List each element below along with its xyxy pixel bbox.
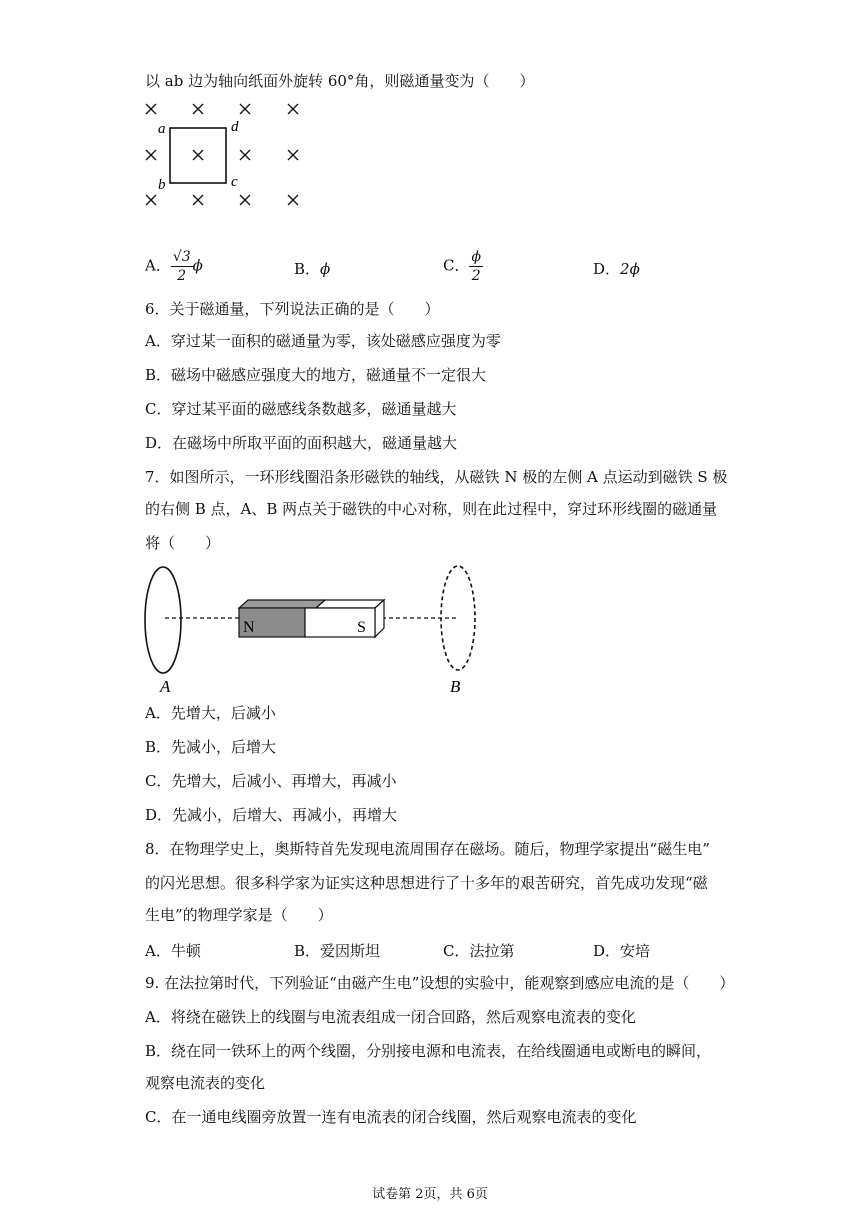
q5-stem: 以 ab 边为轴向纸面外旋转 60°角，则磁通量变为（ ） (145, 72, 535, 90)
field-cross (288, 150, 298, 160)
q5-option-c (443, 248, 483, 285)
label-a: a (158, 121, 166, 137)
option-text: ϕ (320, 260, 331, 278)
q8-option-a: A．牛顿 (145, 942, 201, 960)
fraction-sqrt3-over-2 (171, 248, 193, 285)
q8-stem-line-3: 生电”的物理学家是（ ） (145, 906, 333, 924)
label-c: c (231, 174, 238, 190)
q8-stem-line-1: 8．在物理学史上，奥斯特首先发现电流周围存在磁场。随后，物理学家提出“磁生电” (145, 840, 710, 858)
point-label-b: B (450, 677, 461, 696)
denominator: 2 (177, 268, 187, 284)
field-cross (146, 104, 156, 114)
q8-option-d: D．安培 (593, 942, 651, 960)
q7-option-d: D．先减小，后增大、再减小，再增大 (145, 806, 398, 824)
option-text: 2ϕ (620, 260, 640, 278)
q7-stem-line-3: 将（ ） (145, 534, 221, 552)
q8-option-c: C．法拉第 (443, 942, 515, 960)
option-letter: A． (145, 256, 171, 275)
page-footer: 试卷第 2页，共 6页 (372, 1187, 488, 1202)
magnet-top-face (239, 600, 325, 608)
q5-option-b (294, 258, 330, 280)
field-cross (193, 104, 203, 114)
numerator: √3 (172, 249, 191, 265)
option-letter: C． (443, 256, 470, 275)
q5-magnetic-field-figure (140, 100, 320, 220)
option-letter: D． (593, 260, 621, 278)
q6-option-a: A．穿过某一面积的磁通量为零，该处磁感应强度为零 (145, 332, 501, 350)
field-cross (240, 104, 250, 114)
q5-option-a (145, 248, 203, 285)
field-cross (288, 104, 298, 114)
pole-label-n: N (243, 619, 255, 636)
q8-option-b: B．爱因斯坦 (294, 942, 381, 960)
magnet-top-face-s (316, 600, 384, 608)
point-label-a: A (160, 677, 171, 696)
q7-bar-magnet-figure (140, 560, 500, 700)
q5-option-d (593, 258, 640, 280)
field-cross (288, 195, 298, 205)
q6-option-b: B．磁场中磁感应强度大的地方，磁通量不一定很大 (145, 366, 487, 384)
q6-stem: 6．关于磁通量，下列说法正确的是（ ） (145, 300, 440, 318)
q7-stem-line-1: 7．如图所示，一环形线圈沿条形磁铁的轴线，从磁铁 N 极的左侧 A 点运动到磁铁 S 极 (145, 468, 728, 486)
q9-stem: 9. 在法拉第时代，下列验证“由磁产生电”设想的实验中，能观察到感应电流的是（ ） (145, 974, 735, 992)
q7-option-b: B．先减小，后增大 (145, 738, 277, 756)
q8-stem-line-2: 的闪光思想。很多科学家为证实这种思想进行了十多年的艰苦研究，首先成功发现“磁 (145, 874, 708, 892)
option-letter: B． (294, 260, 321, 278)
fraction-phi-over-2 (469, 248, 483, 285)
label-d: d (231, 119, 239, 135)
field-cross (193, 195, 203, 205)
label-b: b (158, 177, 166, 193)
q9-option-b: B．绕在同一铁环上的两个线圈，分别接电源和电流表，在给线圈通电或断电的瞬间， (145, 1042, 712, 1060)
q7-stem-line-2: 的右侧 B 点，A、B 两点关于磁铁的中心对称，则在此过程中，穿过环形线圈的磁通量 (145, 500, 718, 518)
q9-option-a: A．将绕在磁铁上的线圈与电流表组成一闭合回路，然后观察电流表的变化 (145, 1008, 636, 1026)
field-cross (240, 150, 250, 160)
field-cross (146, 195, 156, 205)
denominator: 2 (471, 268, 481, 284)
q9-option-b-continued: 观察电流表的变化 (145, 1074, 266, 1092)
field-cross (240, 195, 250, 205)
pole-label-s: S (357, 619, 366, 636)
flux-symbol: ϕ (192, 256, 203, 275)
field-markers (146, 104, 298, 205)
q7-option-a: A．先增大，后减小 (145, 704, 276, 722)
q7-option-c: C．先增大，后减小、再增大，再减小 (145, 772, 397, 790)
q6-option-c: C．穿过某平面的磁感线条数越多，磁通量越大 (145, 400, 457, 418)
field-cross (193, 150, 203, 160)
field-cross (146, 150, 156, 160)
q6-option-d: D．在磁场中所取平面的面积越大，磁通量越大 (145, 434, 458, 452)
coil-ring-a (145, 567, 181, 673)
q9-option-c: C．在一通电线圈旁放置一连有电流表的闭合线圈，然后观察电流表的变化 (145, 1108, 637, 1126)
numerator: ϕ (471, 249, 482, 265)
